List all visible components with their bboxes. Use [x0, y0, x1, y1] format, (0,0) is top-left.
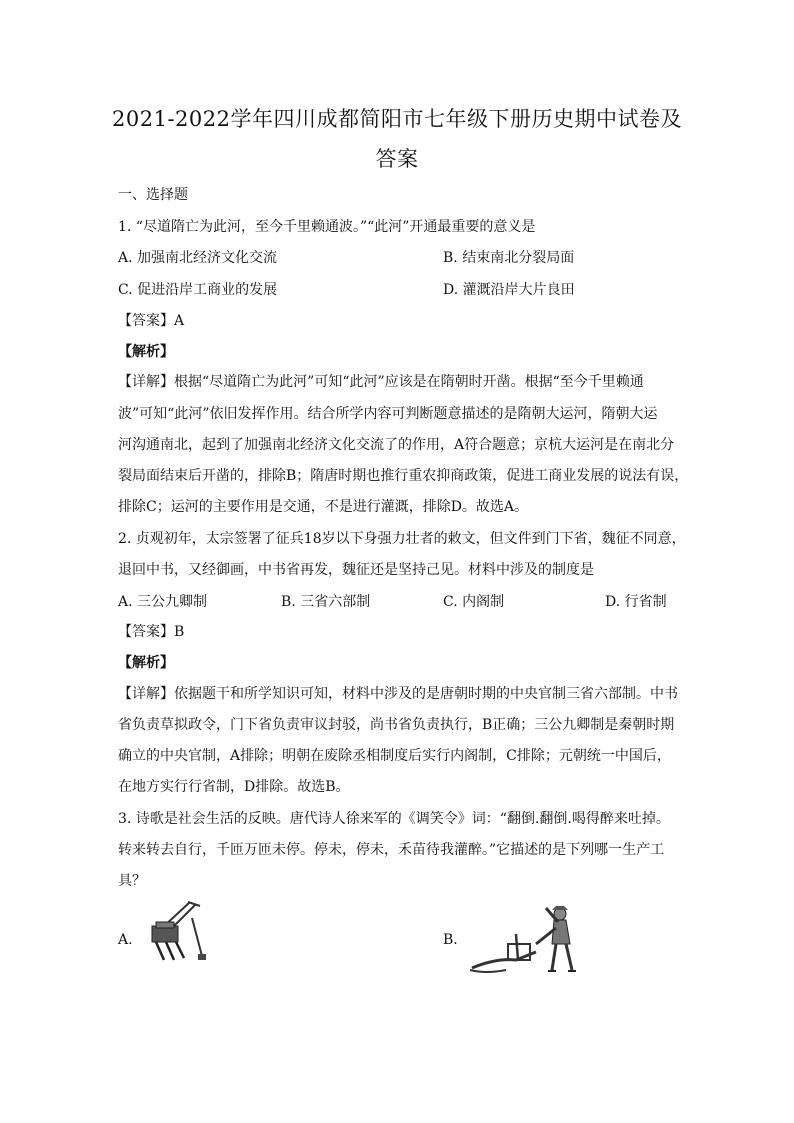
- q1-option-b: B. 结束南北分裂局面: [443, 250, 575, 266]
- q2-option-d: D. 行省制: [605, 594, 667, 610]
- q1-detail-line: 排除C；运河的主要作用是交通，不是进行灌溉，排除D。故选A。: [118, 499, 529, 515]
- q1-stem: 1. “尽道隋亡为此河，至今千里赖通波。”“此河”开通最重要的意义是: [118, 219, 536, 235]
- q3-option-a: A.: [118, 932, 133, 948]
- section-heading: 一、选择题: [118, 187, 188, 203]
- q1-detail-line: 河沟通南北，起到了加强南北经济文化交流了的作用，A符合题意；京杭大运河是在南北分: [118, 437, 675, 453]
- q1-detail-line: 【详解】根据“尽道隋亡为此河”可知“此河”应该是在隋朝时开凿。根据“至今千里赖通: [118, 374, 644, 390]
- q2-detail-line: 确立的中央官制，A排除；明朝在废除丞相制度后实行内阁制，C排除；元朝统一中国后，: [118, 748, 671, 764]
- q2-analysis-label: 【解析】: [118, 655, 174, 671]
- doc-title-line1: 2021-2022学年四川成都简阳市七年级下册历史期中试卷及: [112, 107, 682, 131]
- q1-answer: 【答案】A: [118, 313, 185, 329]
- q2-stem-line: 退回中书，又经御画，中书省再发，魏征还是坚持己见。材料中涉及的制度是: [118, 562, 594, 578]
- q1-option-c: C. 促进沿岸工商业的发展: [118, 282, 278, 298]
- q1-analysis-label: 【解析】: [118, 344, 174, 360]
- q2-detail-line: 【详解】依据题干和所学知识可知，材料中涉及的是唐朝时期的中央官制三省六部制。中书: [118, 686, 678, 702]
- q2-option-b: B. 三省六部制: [281, 594, 371, 610]
- q1-option-a: A. 加强南北经济文化交流: [118, 250, 278, 266]
- q2-option-c: C. 内阁制: [443, 594, 505, 610]
- seeder-tool-icon: [142, 898, 222, 968]
- q2-detail-line: 省负责草拟政令，门下省负责审议封驳，尚书省负责执行，B正确；三公九卿制是秦朝时期: [118, 717, 675, 733]
- doc-title-line2: 答案: [375, 147, 419, 171]
- q2-stem-line: 2. 贞观初年，太宗签署了征兵18岁以下身强力壮者的敕文，但文件到门下省，魏征不同意，: [118, 531, 686, 547]
- q2-answer: 【答案】B: [118, 624, 185, 640]
- q3-option-b: B.: [443, 932, 458, 948]
- q1-detail-line: 波”可知“此河”依旧发挥作用。结合所学内容可判断题意描述的是隋朝大运河，隋朝大运: [118, 406, 658, 422]
- plough-farmer-icon: [466, 900, 586, 978]
- q3-stem-line: 3. 诗歌是社会生活的反映。唐代诗人徐来军的《调笑令》词：“翻倒.翻倒.喝得醉来吐掉。: [118, 811, 670, 827]
- q2-detail-line: 在地方实行行省制，D排除。故选B。: [118, 779, 350, 795]
- q2-option-a: A. 三公九卿制: [118, 594, 208, 610]
- q1-detail-line: 裂局面结束后开凿的，排除B；隋唐时期也推行重农抑商政策，促进工商业发展的说法有误，: [118, 468, 689, 484]
- q3-stem-line: 转来转去自行，千匝万匝未停。停未，停未，禾苗待我灌醉。”它描述的是下列哪一生产工: [118, 842, 665, 858]
- q1-option-d: D. 灌溉沿岸大片良田: [443, 282, 575, 298]
- q3-stem-line: 具？: [118, 873, 146, 889]
